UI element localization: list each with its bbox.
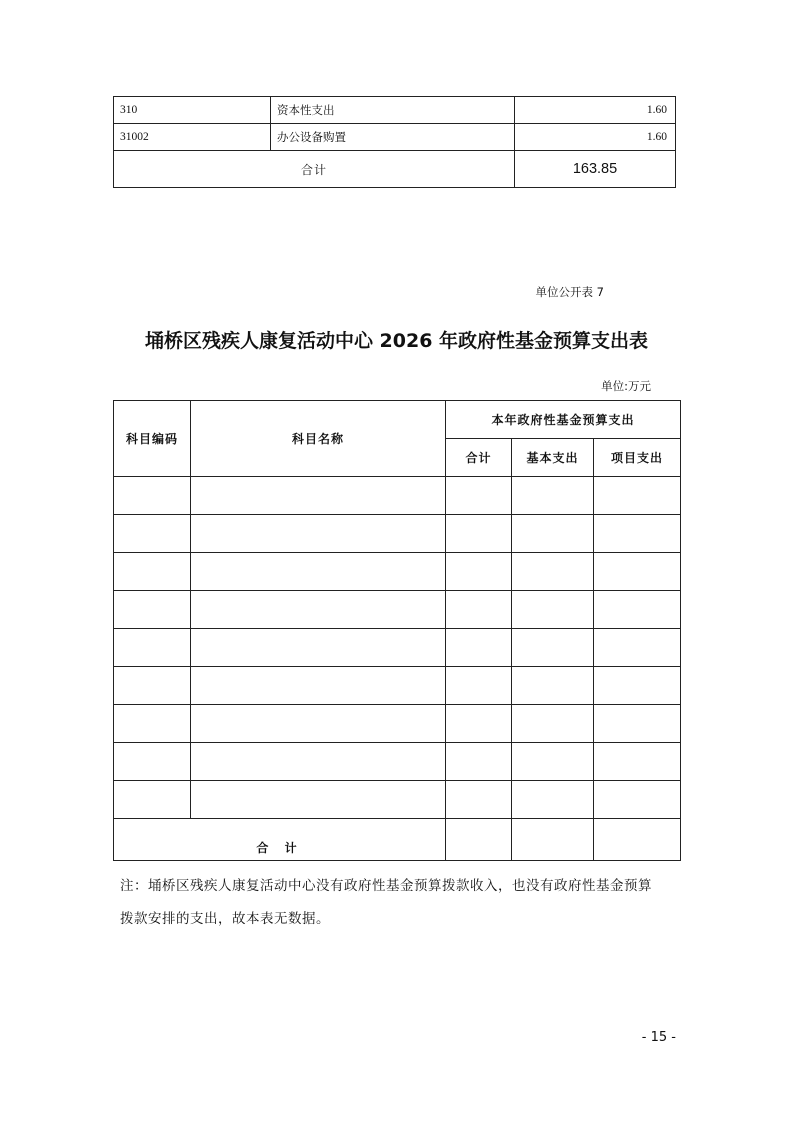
unit-label: 单位:万元 xyxy=(601,379,651,393)
fund-expenditure-table xyxy=(113,400,681,861)
table-row xyxy=(114,705,681,743)
header-project: 项目支出 xyxy=(594,439,681,477)
footnote: 注：埇桥区残疾人康复活动中心没有政府性基金预算拨款收入，也没有政府性基金预算拨款安排的支出，故本表无数据。 xyxy=(120,878,652,927)
row-code: 31002 xyxy=(114,124,271,151)
header-code: 科目编码 xyxy=(114,401,191,477)
table-row xyxy=(114,743,681,781)
table-number: 单位公开表 7 xyxy=(535,285,604,299)
table-row xyxy=(114,629,681,667)
total-amount: 163.85 xyxy=(515,151,676,188)
header-total: 合计 xyxy=(446,439,512,477)
table-row xyxy=(114,553,681,591)
sum-row xyxy=(114,819,681,861)
row-code: 310 xyxy=(114,97,271,124)
table-row xyxy=(114,515,681,553)
table-row xyxy=(114,781,681,819)
table-row xyxy=(114,124,676,151)
total-row xyxy=(114,151,676,188)
budget-summary-table xyxy=(113,96,676,188)
row-amount: 1.60 xyxy=(515,124,676,151)
total-label: 合计 xyxy=(114,151,515,188)
table-row xyxy=(114,667,681,705)
row-name: 资本性支出 xyxy=(271,97,515,124)
page-title: 埇桥区残疾人康复活动中心 2026 年政府性基金预算支出表 xyxy=(144,330,649,352)
header-group: 本年政府性基金预算支出 xyxy=(446,401,681,439)
header-basic: 基本支出 xyxy=(512,439,594,477)
table-row xyxy=(114,477,681,515)
header-row xyxy=(114,401,681,439)
row-amount: 1.60 xyxy=(515,97,676,124)
page-number: - 15 - xyxy=(641,1030,676,1045)
header-name: 科目名称 xyxy=(191,401,446,477)
row-name: 办公设备购置 xyxy=(271,124,515,151)
sum-label: 合 计 xyxy=(114,819,446,861)
table-row xyxy=(114,97,676,124)
table-row xyxy=(114,591,681,629)
